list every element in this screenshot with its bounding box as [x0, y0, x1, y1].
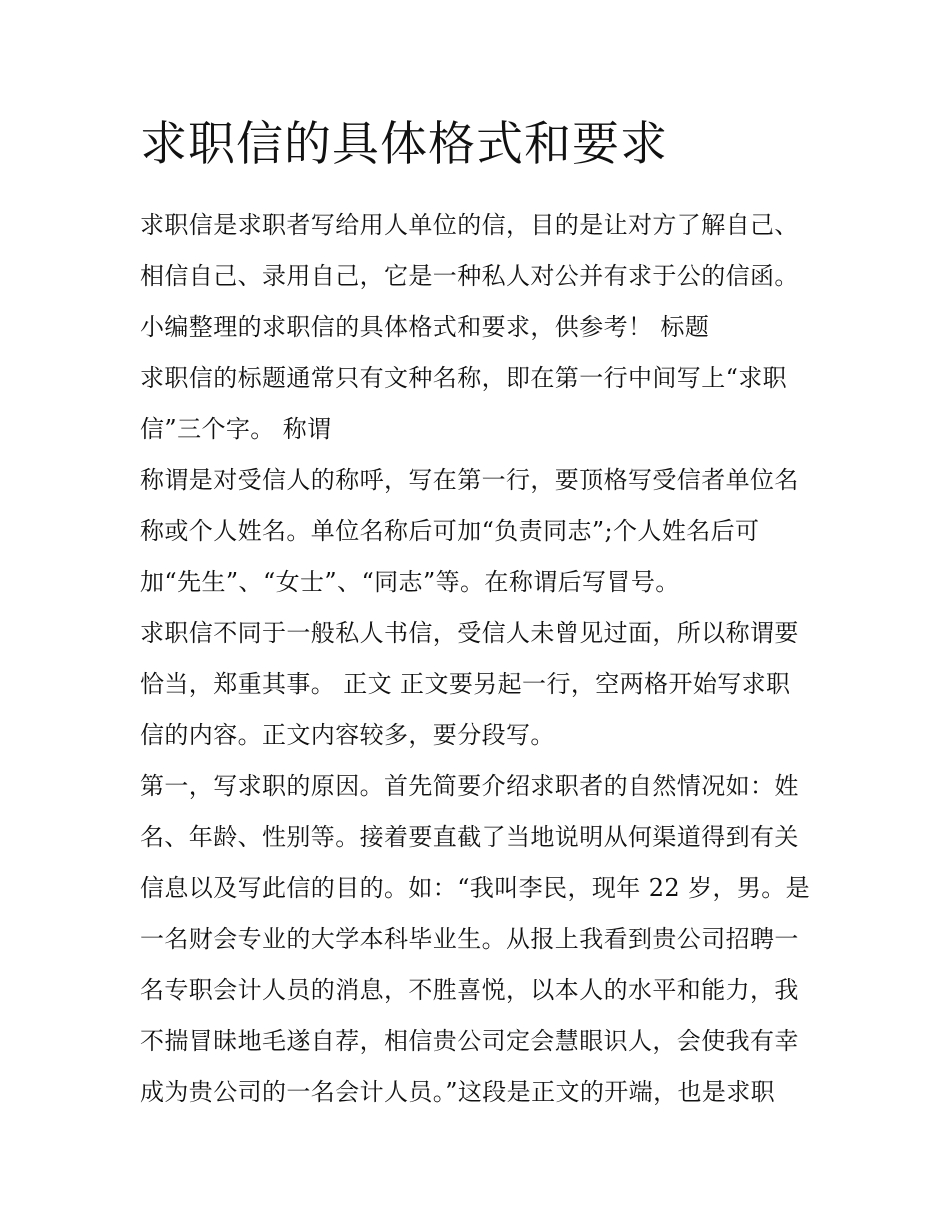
document-title: 求职信的具体格式和要求	[140, 117, 668, 172]
text-line: 求职信是求职者写给用人单位的信，目的是让对方了解自己、	[140, 211, 799, 239]
text-line: 一名财会专业的大学本科毕业生。从报上我看到贵公司招聘一	[140, 925, 799, 953]
text-line: 信息以及写此信的目的。如：“我叫李民，现年 22 岁，男。是	[140, 874, 811, 902]
text-line: 名专职会计人员的消息，不胜喜悦，以本人的水平和能力，我	[140, 976, 799, 1004]
text-line: 加“先生”、“女士”、“同志”等。在称谓后写冒号。	[140, 568, 680, 596]
document-body	[140, 200, 820, 1118]
text-line: 称或个人姓名。单位名称后可加“负责同志”;个人姓名后可	[140, 517, 760, 545]
text-line: 小编整理的求职信的具体格式和要求，供参考！ 标题	[140, 313, 710, 341]
text-line: 称谓是对受信人的称呼，写在第一行，要顶格写受信者单位名	[140, 466, 799, 494]
text-line: 第一，写求职的原因。首先简要介绍求职者的自然情况如：姓	[140, 772, 799, 800]
text-line: 名、年龄、性别等。接着要直截了当地说明从何渠道得到有关	[140, 823, 799, 851]
text-line: 恰当，郑重其事。 正文 正文要另起一行，空两格开始写求职	[140, 670, 791, 698]
text-line: 求职信的标题通常只有文种名称，即在第一行中间写上“求职	[140, 364, 788, 392]
text-line: 成为贵公司的一名会计人员。”这段是正文的开端，也是求职	[140, 1078, 776, 1106]
text-line: 信的内容。正文内容较多，要分段写。	[140, 721, 555, 749]
text-line: 不揣冒昧地毛遂自荐，相信贵公司定会慧眼识人，会使我有幸	[140, 1027, 799, 1055]
text-line: 相信自己、录用自己，它是一种私人对公并有求于公的信函。	[140, 262, 799, 290]
text-line: 求职信不同于一般私人书信，受信人未曾见过面，所以称谓要	[140, 619, 799, 647]
text-line: 信”三个字。 称谓	[140, 415, 332, 443]
